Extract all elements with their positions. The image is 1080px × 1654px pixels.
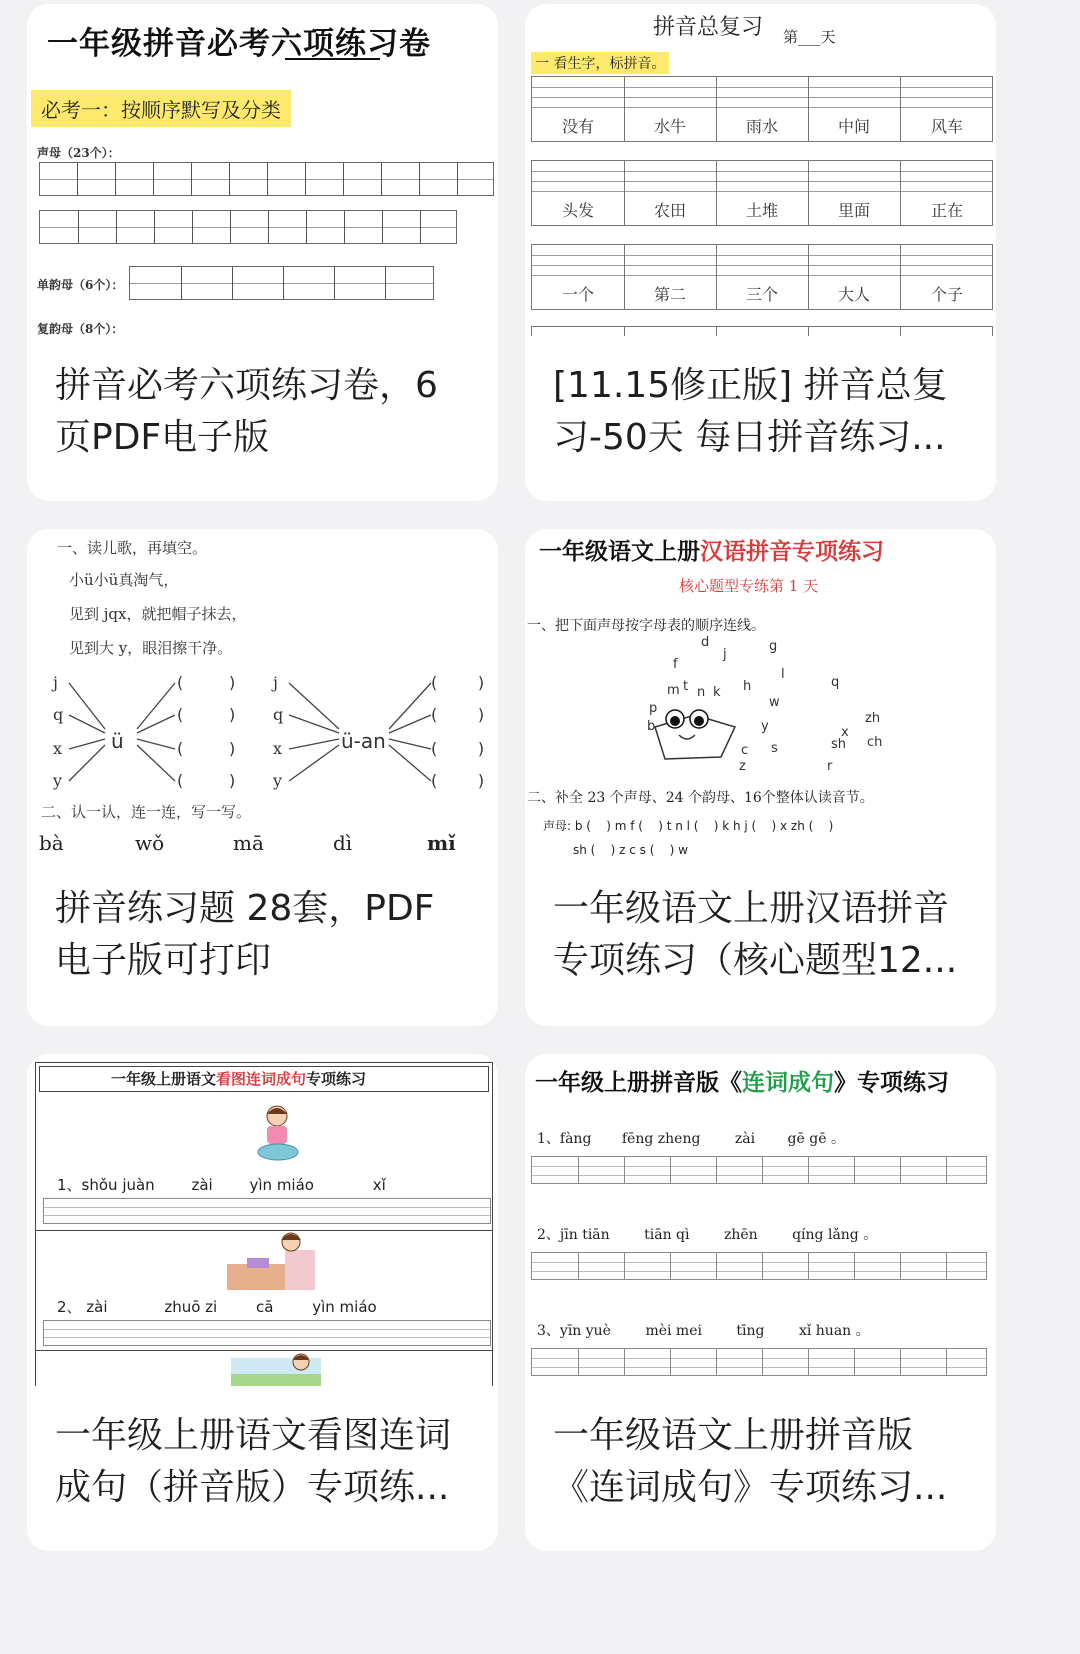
thumb-title: 一年级上册语文看图连词成句专项练习 [111, 1070, 367, 1088]
left-letter: x [273, 739, 283, 758]
sentence-2: 2、 zài zhuō zi cā yìn miáo [57, 1298, 377, 1316]
thumb-poem-1: 小ü小ü真淘气， [69, 571, 179, 589]
card-4[interactable] [525, 529, 996, 1026]
left-letter: y [273, 771, 283, 790]
card-3-thumbnail[interactable]: 一、读儿歌，再填空。 小ü小ü真淘气， 见到 jqx，就把帽子抹去， 见到大 y，眼泪擦干净。 j q x y j q x y ü ü-an ( ) ( ) ( ) ( ) ( ) ( ) ( ) ( ) 二、认一认，连一连，写一写。 bà wǒ mā dì mǐ [27, 529, 498, 861]
letter-zh: zh [865, 711, 881, 726]
letter-j: j [723, 647, 727, 662]
letter-d: d [701, 635, 710, 650]
word-cell: 风车 [930, 117, 963, 136]
thumb-label-3: 复韵母（8个）： [37, 322, 124, 336]
thumb-q1: 一、把下面声母按字母表的顺序连线。 [527, 618, 765, 634]
title-black: 一年级语文上册 [539, 538, 700, 565]
letter-s: s [771, 741, 778, 756]
thumb-instruction: 一 看生字，标拼音。 [531, 52, 669, 74]
word-cell: 雨水 [745, 117, 778, 136]
letter-h: h [743, 679, 752, 694]
card-1-caption[interactable]: 拼音必考六项练习卷，6页PDF电子版 [55, 365, 438, 458]
letter-c: c [741, 743, 749, 758]
letter-ch: ch [867, 735, 883, 750]
sentence-3: 3、yīn yuè mèi mei tīng xǐ huan 。 [537, 1323, 870, 1339]
pinyin-word: wǒ [135, 831, 165, 855]
center-vowel: ü [111, 729, 124, 753]
word-cell: 一个 [561, 285, 594, 304]
card-1-thumbnail[interactable] [27, 4, 498, 344]
thumb-subtitle: 核心题型专练第 1 天 [679, 577, 819, 595]
girl-desk-illustration [227, 1230, 323, 1292]
thumb-poem-3: 见到大 y，眼泪擦干净。 [69, 639, 233, 657]
word-cell: 头发 [561, 201, 594, 220]
pinyin-word: mā [233, 831, 264, 855]
letter-q: q [831, 675, 840, 690]
girl-garden-illustration [231, 1352, 323, 1386]
letter-n: n [697, 685, 706, 700]
thumb-title: 一年级拼音必考六项练习卷 [47, 26, 431, 62]
letter-t: t [683, 679, 689, 694]
card-6-thumbnail[interactable] [525, 1054, 996, 1386]
thumb-title [539, 533, 884, 566]
letter-k: k [713, 685, 721, 700]
word-cell: 农田 [653, 201, 686, 220]
word-cell: 第二 [653, 285, 686, 304]
title-red: 汉语拼音专项练习 [700, 538, 884, 565]
card-5-caption[interactable]: 一年级上册语文看图连词成句（拼音版）专项练... [55, 1415, 452, 1508]
thumb-q1: 一、读儿歌，再填空。 [57, 539, 208, 557]
letter-w: w [769, 695, 780, 710]
word-cell: 里面 [837, 201, 870, 220]
thumb-title: 一年级上册拼音版《连词成句》专项练习 [535, 1070, 949, 1096]
word-cell: 正在 [930, 201, 963, 220]
word-cell: 大人 [837, 285, 870, 304]
card-3-caption[interactable]: 拼音练习题 28套，PDF电子版可打印 [55, 888, 435, 981]
thumb-q2: 二、补全 23 个声母、24 个韵母、16个整体认读音节。 [527, 790, 874, 806]
card-2-caption[interactable]: [11.15修正版] 拼音总复习-50天 每日拼音练习... [553, 365, 948, 458]
letter-g: g [769, 639, 778, 654]
letter-b: b [647, 719, 656, 734]
sentence-1: 1、shǒu juàn zài yìn miáo xǐ [57, 1176, 386, 1194]
word-cell: 三个 [745, 285, 778, 304]
thumb-line-1: 声母: b ( ) m f ( ) t n l ( ) k h j ( ) x zh ( ) [543, 819, 834, 833]
letter-x: x [841, 725, 849, 740]
card-1[interactable] [27, 4, 498, 501]
pinyin-word: bà [39, 831, 64, 855]
letter-y: y [761, 719, 769, 734]
letter-z: z [739, 759, 746, 774]
letter-f: f [673, 657, 678, 672]
thumb-title: 拼音总复习 [653, 15, 764, 40]
card-3[interactable] [27, 529, 498, 1026]
left-letter: q [273, 705, 284, 724]
letter-l: l [781, 667, 785, 682]
letter-r: r [827, 759, 833, 774]
letter-p: p [649, 701, 658, 716]
card-6-caption[interactable]: 一年级语文上册拼音版《连词成句》专项练习... [553, 1415, 948, 1508]
thumb-label-1: 声母（23个）： [37, 146, 120, 160]
card-5[interactable] [27, 1054, 498, 1551]
letter-sh: sh [831, 737, 847, 752]
center-vowel: ü-an [341, 729, 386, 753]
card-2-thumbnail[interactable] [525, 4, 996, 336]
pinyin-word: dì [333, 831, 353, 855]
left-letter: q [53, 705, 64, 724]
sentence-2: 2、jīn tiān tiān qì zhēn qíng lǎng 。 [537, 1227, 878, 1243]
word-cell: 土堆 [745, 201, 778, 220]
card-4-caption[interactable]: 一年级语文上册汉语拼音专项练习（核心题型12... [553, 888, 958, 981]
matching-diagram [27, 669, 498, 799]
thumb-day: 第___天 [783, 28, 836, 46]
sentence-1: 1、fàng fēng zheng zài gē gē 。 [537, 1131, 845, 1147]
pinyin-word: mǐ [427, 831, 456, 855]
thumb-label-2: 单韵母（6个）： [37, 278, 124, 292]
left-letter: j [273, 673, 278, 692]
word-cell: 中间 [837, 117, 870, 136]
thumb-poem-2: 见到 jqx，就把帽子抹去， [69, 605, 247, 623]
thumb-section: 必考一：按顺序默写及分类 [31, 90, 291, 127]
word-cell: 水牛 [653, 117, 686, 136]
card-6[interactable] [525, 1054, 996, 1551]
thumb-q2: 二、认一认，连一连，写一写。 [41, 803, 252, 821]
thumb-line-2: sh ( ) z c s ( ) w [573, 843, 688, 857]
card-2[interactable] [525, 4, 996, 501]
card-5-thumbnail[interactable] [27, 1054, 498, 1386]
left-letter: y [53, 771, 63, 790]
card-4-thumbnail[interactable] [525, 529, 996, 861]
left-letter: x [53, 739, 63, 758]
girl-washing-illustration [251, 1102, 305, 1164]
word-cell: 个子 [930, 285, 963, 304]
letter-m: m [667, 683, 680, 698]
word-cell: 没有 [561, 117, 594, 136]
left-letter: j [53, 673, 58, 692]
